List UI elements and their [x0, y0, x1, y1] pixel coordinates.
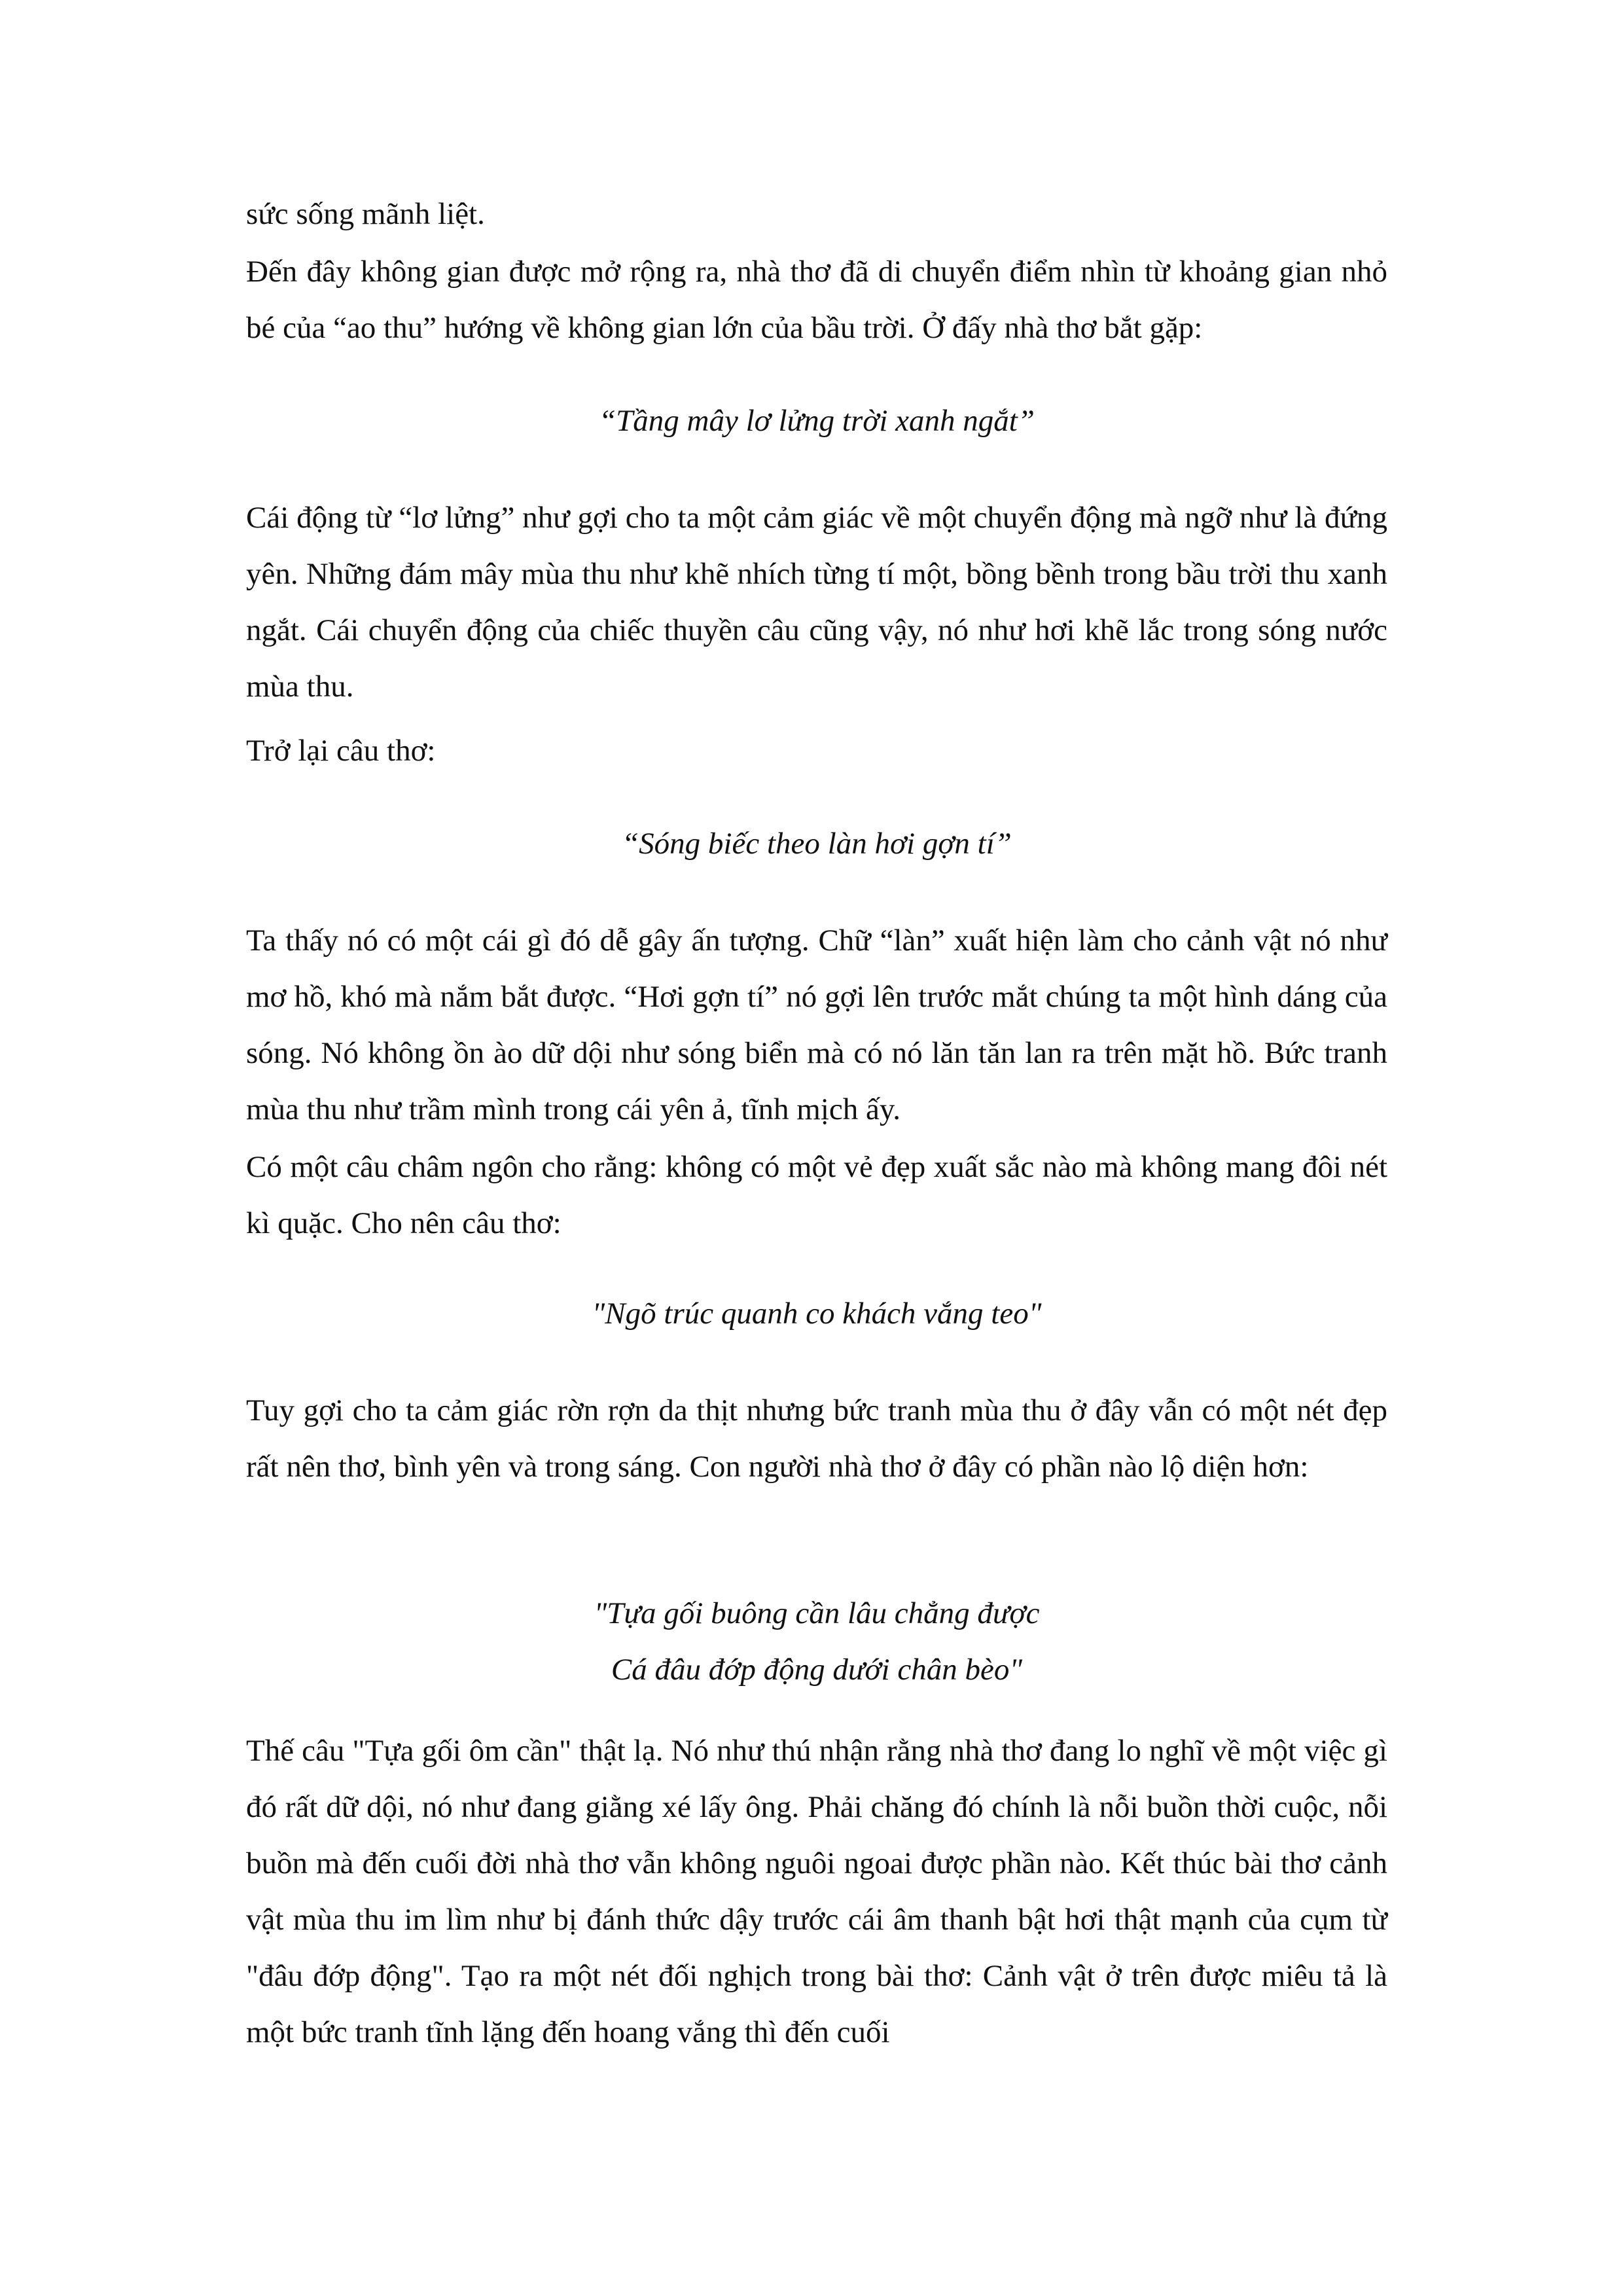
paragraph-6: Có một câu châm ngôn cho rằng: không có một vẻ đẹp xuất sắc nào mà không mang đôi nét kì quặc. Cho nên câu thơ:	[246, 1150, 1387, 1240]
verse-4	[246, 1585, 1387, 1698]
paragraph-1: sức sống mãnh liệt.	[246, 197, 485, 231]
verse-4-line-2: Cá đâu đớp động dưới chân bèo"	[611, 1653, 1023, 1687]
paragraph-2: Đến đây không gian được mở rộng ra, nhà thơ đã di chuyển điểm nhìn từ khoảng gian nhỏ bé của “ao thu” hướng về không gian lớn của bầu trời. Ở đấy nhà thơ bắt gặp:	[246, 255, 1387, 345]
verse-3: "Ngõ trúc quanh co khách vắng teo"	[592, 1297, 1042, 1331]
paragraph-4: Trở lại câu thơ:	[246, 734, 436, 768]
verse-1: “Tầng mây lơ lửng trời xanh ngắt”	[599, 404, 1035, 438]
paragraph-7: Tuy gợi cho ta cảm giác rờn rợn da thịt nhưng bức tranh mùa thu ở đây vẫn có một nét đẹp rất nên thơ, bình yên và trong sáng. Con người nhà thơ ở đây có phần nào lộ diện hơn:	[246, 1393, 1387, 1484]
paragraph-3: Cái động từ “lơ lửng” như gợi cho ta một cảm giác về một chuyển động mà ngỡ như là đứng yên. Những đám mây mùa thu như khẽ nhích từng tí một, bồng bềnh trong bầu trời thu xanh ngắt. Cái chuyển động của chiếc thuyền câu cũng vậy, nó như hơi khẽ lắc trong sóng nước mùa thu.	[246, 501, 1387, 704]
verse-2: “Sóng biếc theo làn hơi gợn tí”	[622, 827, 1012, 861]
paragraph-5: Ta thấy nó có một cái gì đó dễ gây ấn tượng. Chữ “làn” xuất hiện làm cho cảnh vật nó như mơ hồ, khó mà nắm bắt được. “Hơi gợn tí” nó gợi lên trước mắt chúng ta một hình dáng của sóng. Nó không ồn ào dữ dội như sóng biển mà có nó lăn tăn lan ra trên mặt hồ. Bức tranh mùa thu như trầm mình trong cái yên ả, tĩnh mịch ấy.	[246, 924, 1387, 1126]
verse-4-line-1: "Tựa gối buông cần lâu chẳng được	[594, 1596, 1040, 1630]
paragraph-8: Thế câu "Tựa gối ôm cần" thật lạ. Nó như thú nhận rằng nhà thơ đang lo nghĩ về một việc gì đó rất dữ dội, nó như đang giằng xé lấy ông. Phải chăng đó chính là nỗi buồn thời cuộc, nỗi buồn mà đến cuối đời nhà thơ vẫn không nguôi ngoai được phần nào. Kết thúc bài thơ cảnh vật mùa thu im lìm như bị đánh thức dậy trước cái âm thanh bật hơi thật mạnh của cụm từ "đâu đớp động". Tạo ra một nét đối nghịch trong bài thơ: Cảnh vật ở trên được miêu tả là một bức tranh tĩnh lặng đến hoang vắng thì đến cuối	[246, 1734, 1387, 2049]
